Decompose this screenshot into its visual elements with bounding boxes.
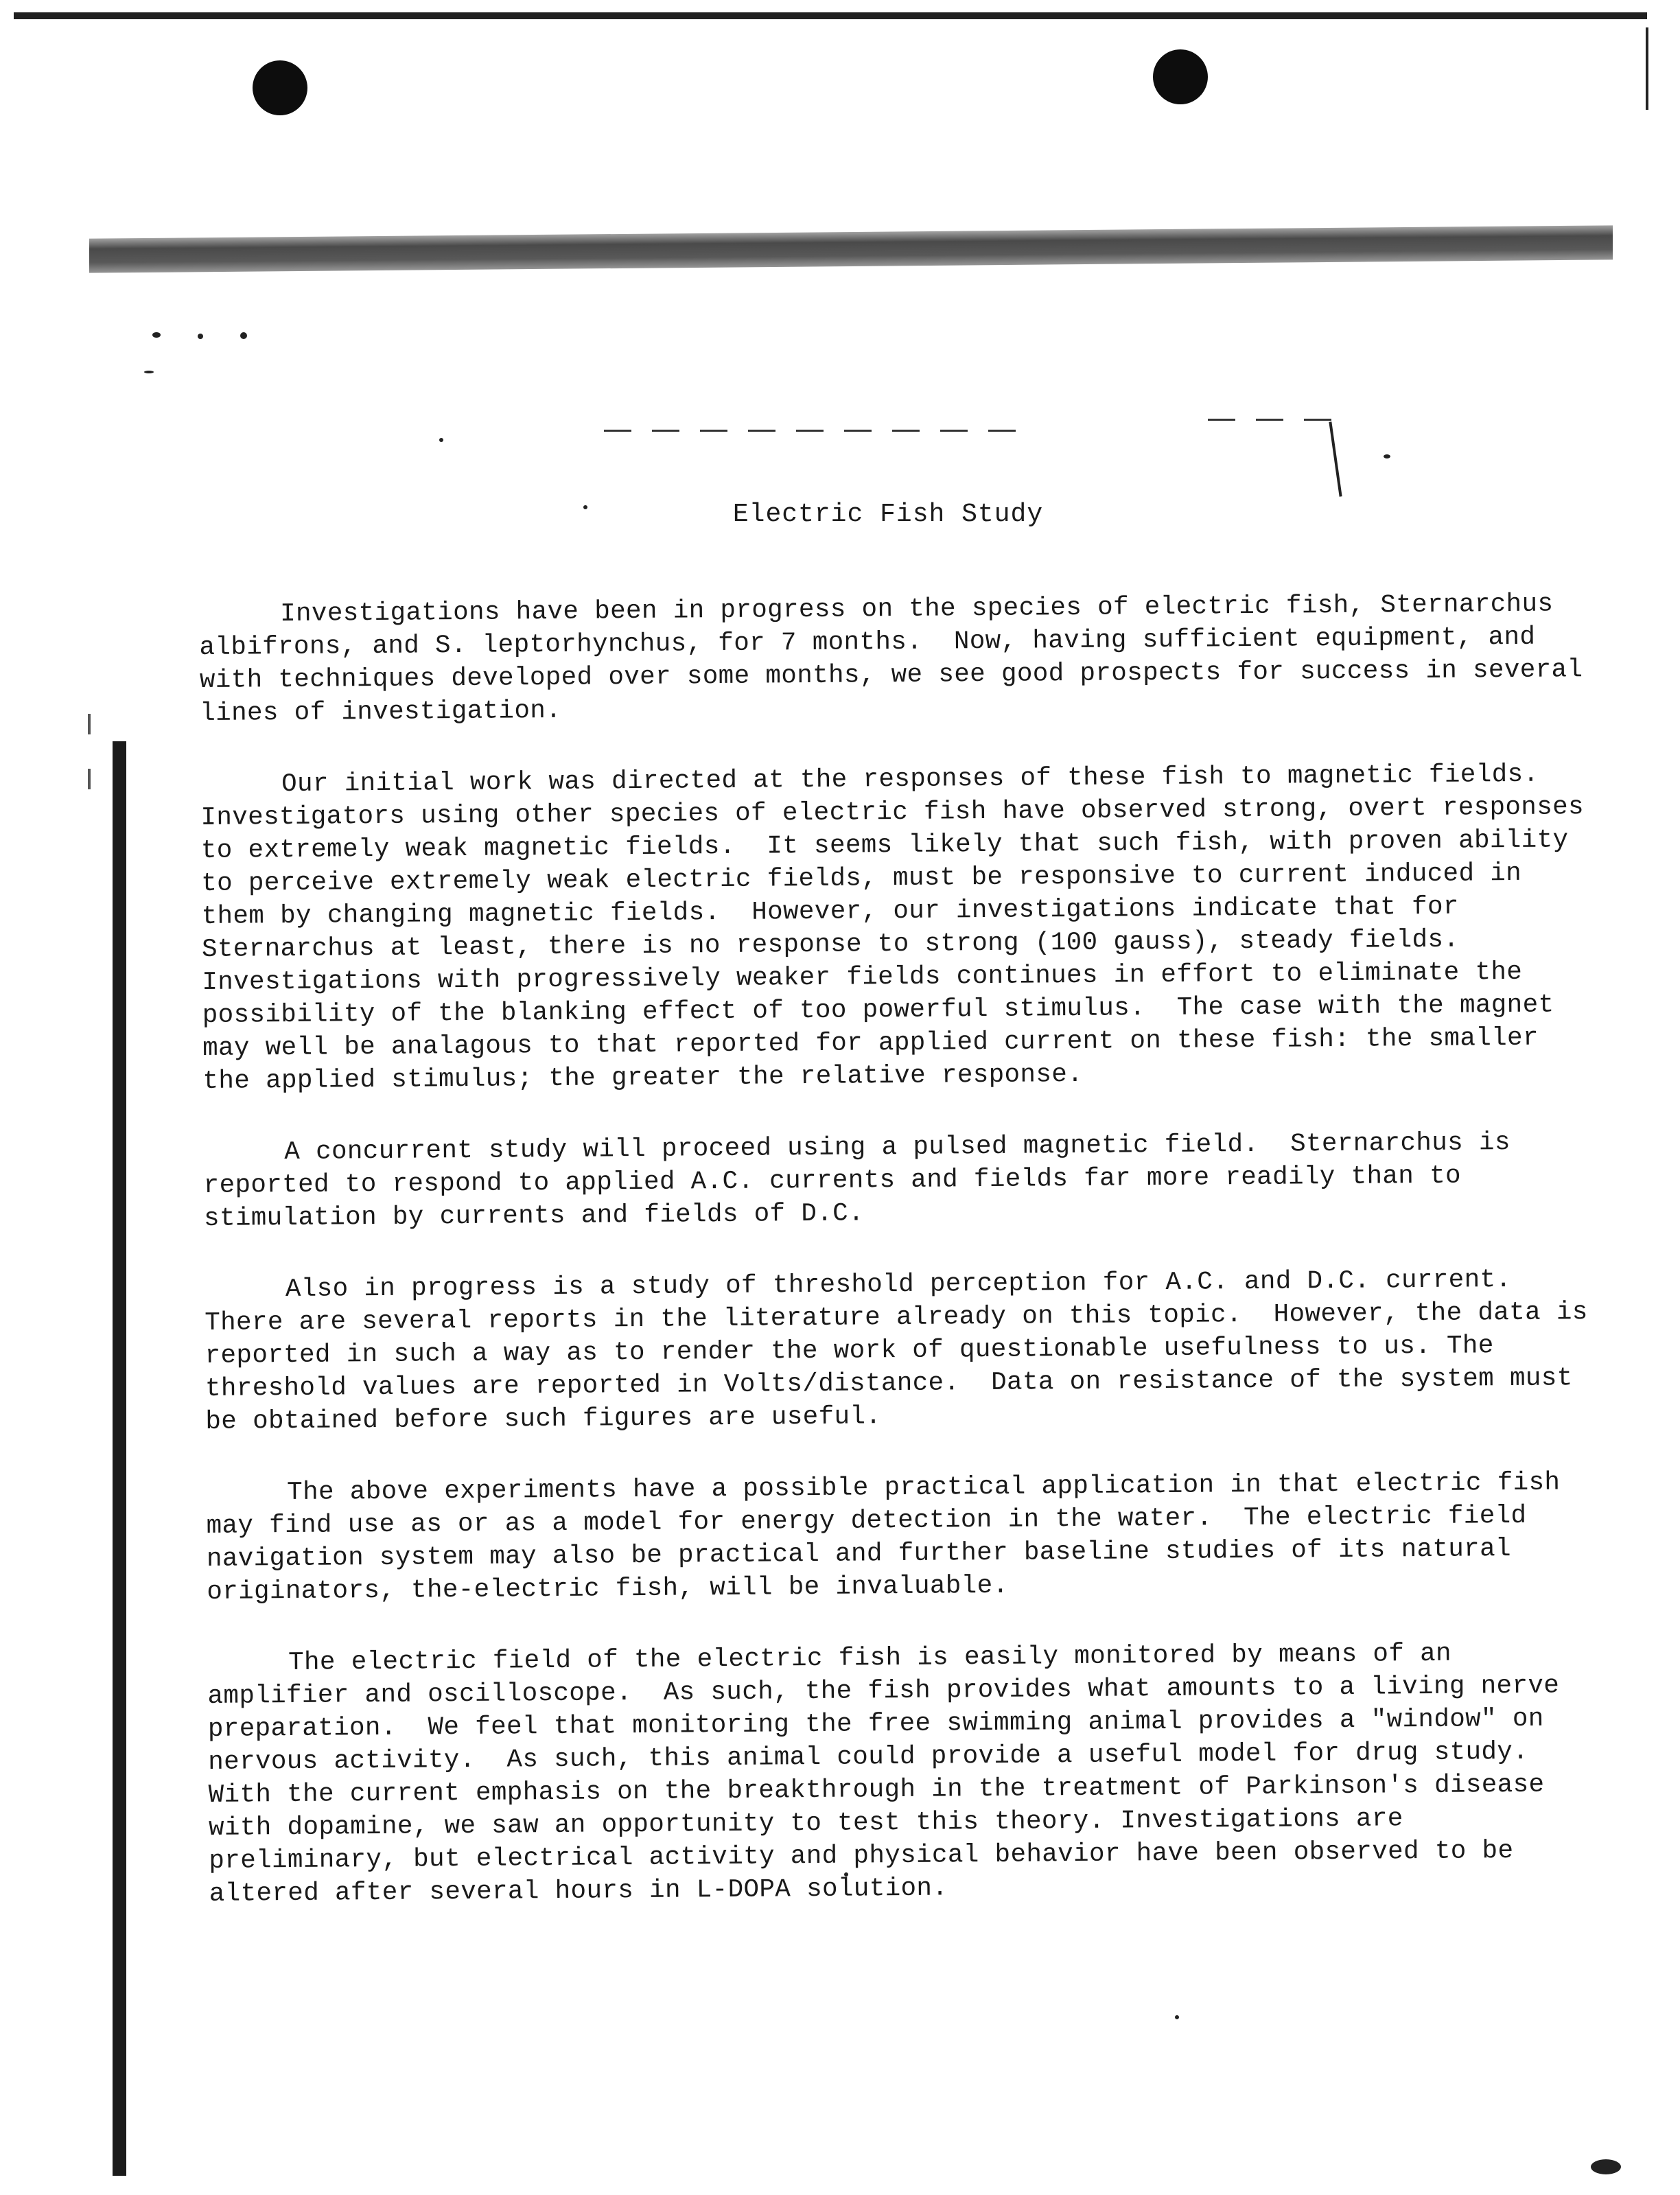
right-edge-scan-mark — [1646, 27, 1648, 110]
paragraph: The above experiments have a possible practical application in that electric fish may find use as or as a model for energy detection in the water. The electric field navigation system may also be practical and further baseline studies of its natural originators, the-electric fish, will be invaluable. — [206, 1468, 1576, 1607]
left-punch-hole — [253, 60, 307, 115]
paragraph: Also in progress is a study of threshold perception for A.C. and D.C. current. There are several reports in the literature already on this topic. However, the data is reported in such a way as to render the work of questionable usefulness to us. The threshold values are reported in Volts/distance. Data on resistance of the system must be obtained before such figures are useful. — [205, 1265, 1604, 1437]
scan-speck — [439, 438, 443, 442]
right-punch-hole — [1153, 49, 1208, 104]
scan-noise-band — [89, 225, 1613, 272]
paragraph: Our initial work was directed at the responses of these fish to magnetic fields. Investigators using other species of electric fish have observed strong, overt responses to extremely weak magnetic fields. It seems likely that such fish, with proven ability to perceive extremely weak electric fields, must be responsive to current induced in them by changing magnetic fields. However, our investigations indicate that for Sternarchus at least, there is no response to strong (100 gauss), steady fields. Investigations with progressively weaker fields continues in effort to eliminate the possibility of the blanking effect of too powerful stimulus. The case with the magnet may well be analagous to that reported for applied current on these fish: the smaller the applied stimulus; the greater the relative response. — [200, 760, 1600, 1096]
left-margin-scan-bar — [113, 741, 126, 2176]
top-scan-rule — [14, 12, 1647, 19]
scan-dash-line — [1208, 419, 1331, 421]
scan-speck — [1175, 2015, 1179, 2019]
paragraph: Investigations have been in progress on the species of electric fish, Sternarchus albifrons, and S. leptorhynchus, for 7 months. Now, having sufficient equipment, and with techniques developed over some months, we see good prospects for success in several lines of investigation. — [199, 590, 1599, 728]
scan-dash-line — [604, 430, 1016, 432]
document-title: Electric Fish Study — [732, 500, 1044, 529]
paragraph: A concurrent study will proceed using a pulsed magnetic field. Sternarchus is reported to respond to applied A.C. currents and fields far more readily than to stimulation by currents and fields of D.C. — [203, 1128, 1526, 1233]
corner-scan-mark — [1591, 2159, 1621, 2174]
scan-speck — [198, 334, 203, 339]
left-margin-tick — [88, 769, 91, 789]
scan-speck — [240, 332, 247, 339]
document-body — [199, 588, 1604, 1949]
scan-speck — [144, 371, 154, 373]
paragraph: The electric field of the electric fish is easily monitored by means of an amplifier and oscilloscope. As such, the fish provides what amounts to a living nerve preparation. We feel that monitoring the free swimming animal provides a "window" on nervous activity. As such, this animal could provide a useful model for drug study. With the current emphasis on the breakthrough in the treatment of Parkinson's disease with dopamine, we saw an opportunity to test this theory. Investigations are preliminary, but electrical activity and physical behavior have been observed to be altered after several hours in L-DOPA solution. — [207, 1639, 1576, 1909]
scan-speck — [1384, 454, 1390, 458]
scan-speck — [152, 332, 161, 338]
left-margin-tick — [88, 714, 91, 734]
scan-bracket-mark — [1329, 421, 1342, 496]
